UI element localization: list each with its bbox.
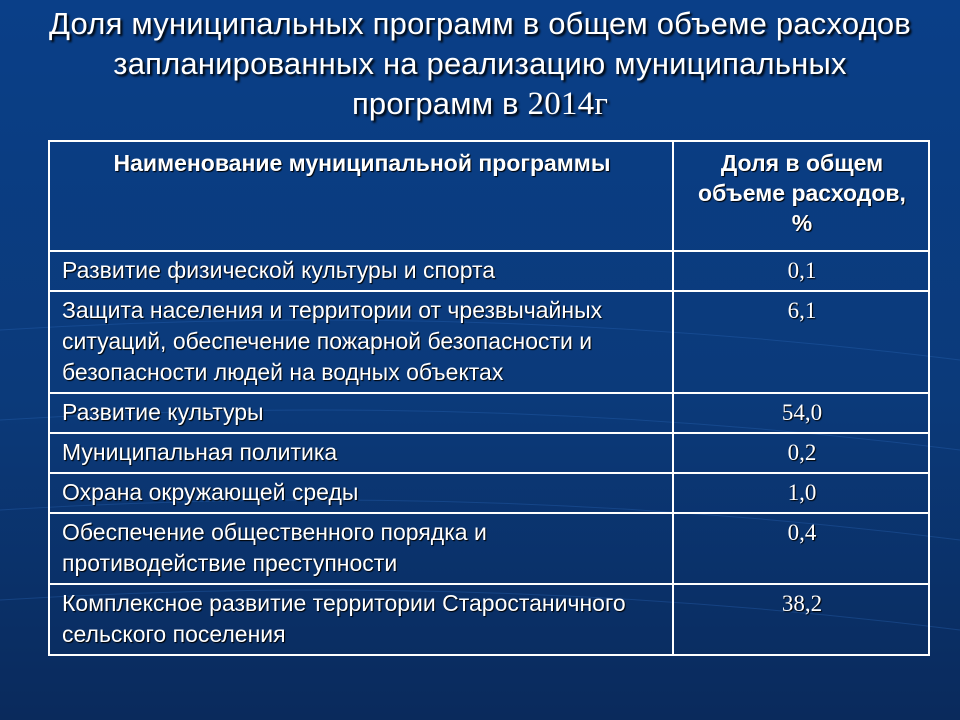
program-name: Развитие культуры (49, 393, 673, 433)
program-name: Защита населения и территории от чрезвычайных ситуаций, обеспечение пожарной безопасности и безопасности людей на водных объектах (49, 291, 673, 393)
program-name: Охрана окружающей среды (49, 473, 673, 513)
program-share: 6,1 (673, 291, 929, 393)
program-share: 0,1 (673, 251, 929, 291)
table-row (49, 291, 929, 393)
program-name: Развитие физической культуры и спорта (49, 251, 673, 291)
program-share: 38,2 (673, 584, 929, 655)
program-share: 0,4 (673, 513, 929, 584)
program-share: 54,0 (673, 393, 929, 433)
table-row (49, 251, 929, 291)
slide-title-year: 2014г (527, 86, 609, 122)
table-row (49, 393, 929, 433)
slide-title-text: Доля муниципальных программ в общем объеме расходов запланированных на реализацию муниципальных программ в (49, 6, 911, 121)
header-program-name: Наименование муниципальной программы (49, 141, 673, 251)
table-row (49, 584, 929, 655)
table-header-row (49, 141, 929, 251)
program-share: 1,0 (673, 473, 929, 513)
table-row (49, 513, 929, 584)
table-row (49, 473, 929, 513)
program-share: 0,2 (673, 433, 929, 473)
table-row (49, 433, 929, 473)
slide-title (40, 4, 920, 124)
header-share: Доля в общем объеме расходов, % (673, 141, 929, 251)
program-name: Комплексное развитие территории Старостаничного сельского поселения (49, 584, 673, 655)
program-name: Обеспечение общественного порядка и противодействие преступности (49, 513, 673, 584)
program-name: Муниципальная политика (49, 433, 673, 473)
programs-table (48, 140, 930, 656)
